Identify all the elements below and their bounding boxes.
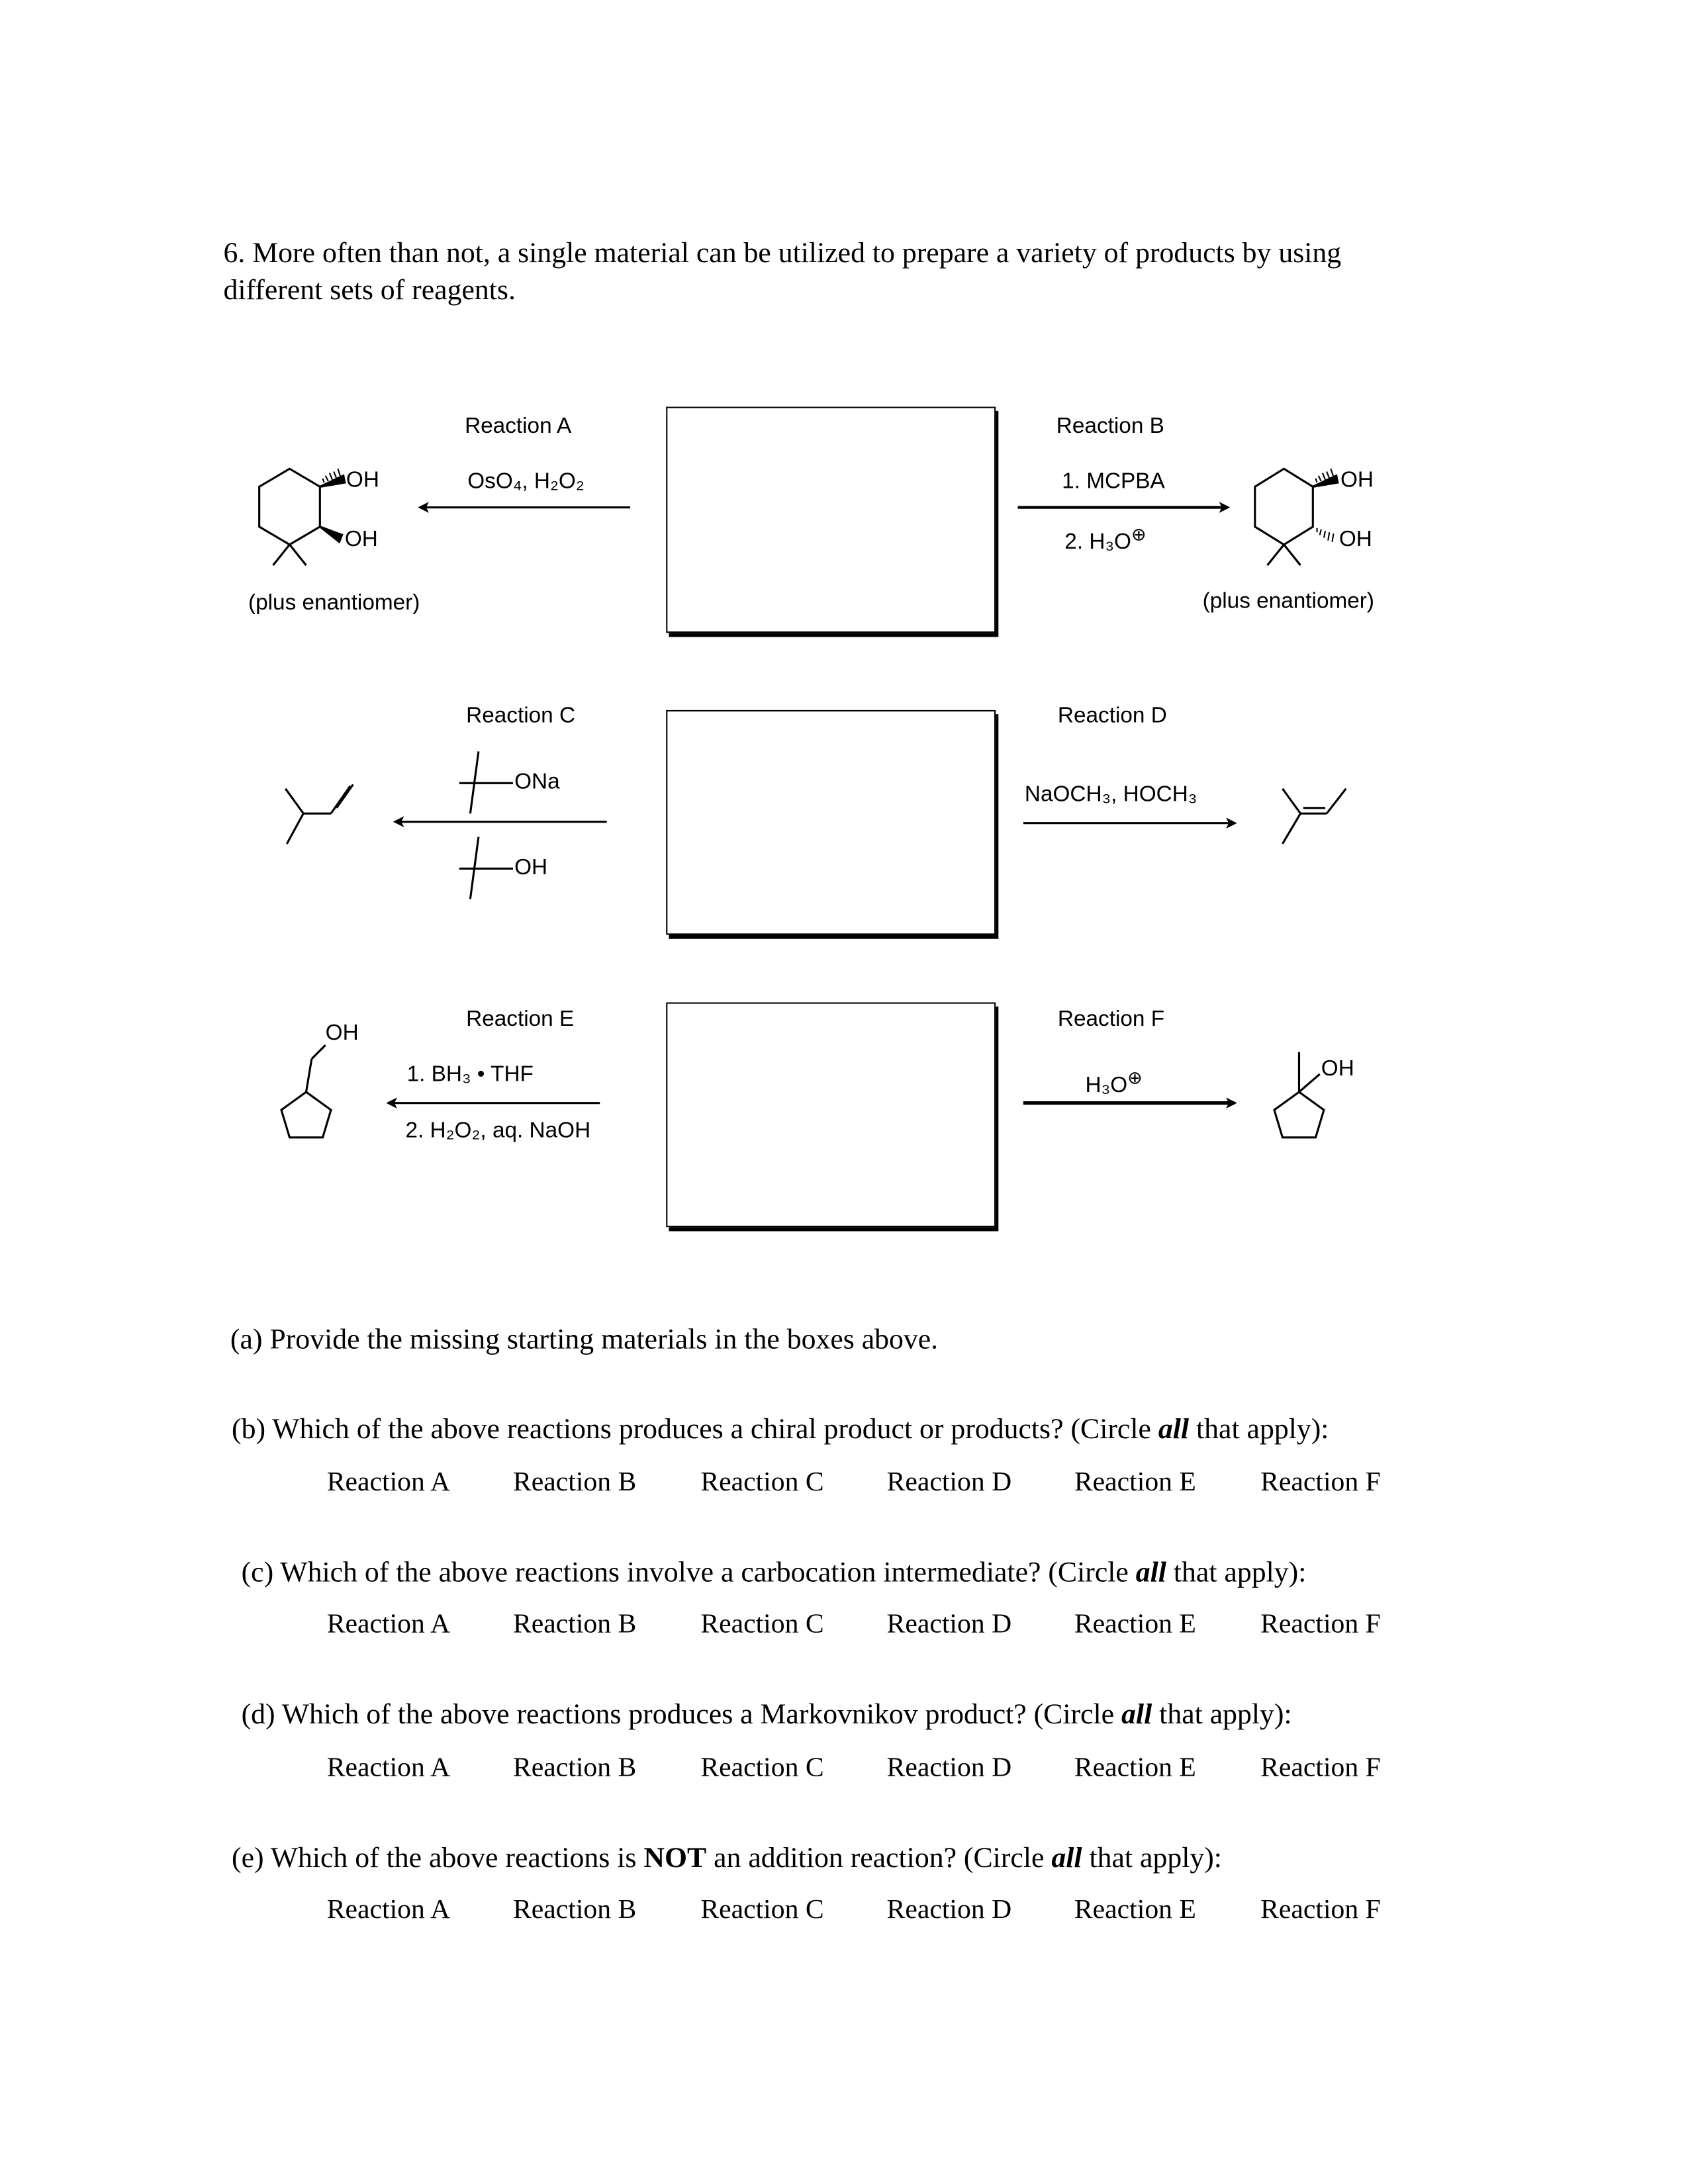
option-part-e-reaction-f[interactable]: Reaction F <box>1260 1894 1381 1925</box>
reaction-c-label: Reaction C <box>466 704 576 728</box>
reaction-e-reagent-1: 1. BH₃ • THF <box>406 1063 534 1087</box>
part-d-em: all <box>1121 1697 1152 1731</box>
option-part-e-reaction-a[interactable]: Reaction A <box>326 1894 451 1925</box>
option-part-b-reaction-b[interactable]: Reaction B <box>512 1467 637 1498</box>
part-e-mid: an addition reaction? (Circle <box>706 1841 1052 1874</box>
part-b-post: that apply): <box>1189 1412 1329 1445</box>
question-line-1: More often than not, a single material can be utilized to prepare a variety of products by using <box>252 236 1342 269</box>
option-part-d-reaction-a[interactable]: Reaction A <box>326 1752 451 1783</box>
reaction-d-reagent: NaOCH₃, HOCH₃ <box>1024 783 1197 807</box>
option-part-b-reaction-f[interactable]: Reaction F <box>1260 1467 1381 1498</box>
part-c-em: all <box>1135 1555 1166 1588</box>
part-b-pre: (b) Which of the above reactions produces a chiral product or products? (Circle <box>231 1412 1158 1445</box>
option-part-d-reaction-d[interactable]: Reaction D <box>886 1752 1012 1783</box>
reaction-c-reagent-1: ONa <box>514 770 560 794</box>
option-part-c-reaction-a[interactable]: Reaction A <box>326 1609 451 1640</box>
part-a-text: (a) Provide the missing starting materials in the boxes above. <box>230 1322 939 1355</box>
reaction-e-label: Reaction E <box>466 1007 575 1032</box>
option-part-b-reaction-d[interactable]: Reaction D <box>886 1467 1012 1498</box>
option-part-b-reaction-c[interactable]: Reaction C <box>700 1467 824 1498</box>
plus-enantiomer-a: (plus enantiomer) <box>248 591 420 615</box>
positive-charge-icon: ⊕ <box>1127 1067 1143 1088</box>
diol-a-oh-bottom: OH <box>344 527 378 552</box>
part-d-pre: (d) Which of the above reactions produces a Markovnikov product? (Circle <box>241 1697 1122 1731</box>
part-b-em: all <box>1158 1412 1190 1445</box>
option-part-c-reaction-d[interactable]: Reaction D <box>886 1609 1012 1640</box>
alcohol-e-oh: OH <box>325 1021 359 1046</box>
diol-b-oh-top: OH <box>1340 469 1374 492</box>
diol-a-oh-top: OH <box>346 469 379 492</box>
question-number: 6. <box>223 236 246 269</box>
diol-trans-structure <box>1255 469 1338 565</box>
reaction-b-reagent-2 <box>1064 521 1146 557</box>
option-part-d-reaction-f[interactable]: Reaction F <box>1260 1752 1381 1783</box>
diol-cis-structure <box>259 469 345 565</box>
option-part-d-reaction-b[interactable]: Reaction B <box>512 1752 637 1783</box>
positive-charge-icon: ⊕ <box>1131 523 1147 545</box>
part-d-post: that apply): <box>1152 1697 1292 1731</box>
hydronium-text: 2. H₃O <box>1064 531 1131 555</box>
reaction-a-label: Reaction A <box>465 415 572 439</box>
part-c-text <box>242 1554 1307 1590</box>
methylcyclopentanol-structure <box>1274 1052 1324 1138</box>
option-part-d-reaction-e[interactable]: Reaction E <box>1074 1752 1196 1783</box>
part-e-pre: (e) Which of the above reactions is <box>231 1841 644 1874</box>
reaction-a-reagent: OsO₄, H₂O₂ <box>467 470 585 494</box>
diol-b-oh-bottom: OH <box>1338 527 1372 552</box>
reaction-b-reagent-1: 1. MCPBA <box>1062 470 1165 494</box>
option-part-e-reaction-e[interactable]: Reaction E <box>1074 1894 1196 1925</box>
option-part-e-reaction-c[interactable]: Reaction C <box>700 1894 824 1925</box>
option-part-e-reaction-d[interactable]: Reaction D <box>886 1894 1012 1925</box>
part-b-text <box>232 1410 1329 1446</box>
reaction-f-reagent <box>1086 1064 1143 1100</box>
part-c-post: that apply): <box>1166 1555 1307 1588</box>
plus-enantiomer-b: (plus enantiomer) <box>1202 590 1375 614</box>
cyclopentylmethanol-structure <box>281 1045 331 1138</box>
reaction-c-reagent-2: OH <box>514 856 548 880</box>
option-part-e-reaction-b[interactable]: Reaction B <box>512 1894 637 1925</box>
part-e-not: NOT <box>643 1841 707 1874</box>
option-part-d-reaction-c[interactable]: Reaction C <box>700 1752 824 1783</box>
part-c-pre: (c) Which of the above reactions involve a carbocation intermediate? (Circle <box>241 1555 1136 1588</box>
part-e-em: all <box>1051 1841 1082 1874</box>
option-part-b-reaction-e[interactable]: Reaction E <box>1074 1467 1196 1498</box>
reaction-b-label: Reaction B <box>1056 415 1164 439</box>
tert-butoxide-structure <box>459 751 513 813</box>
option-part-b-reaction-a[interactable]: Reaction A <box>326 1467 451 1498</box>
reaction-e-reagent-2: 2. H₂O₂, aq. NaOH <box>405 1119 591 1144</box>
part-e-post: that apply): <box>1082 1841 1222 1874</box>
alkene-zaitsev-structure <box>1282 789 1346 844</box>
reaction-d-label: Reaction D <box>1057 704 1167 728</box>
part-d-text <box>242 1696 1292 1731</box>
option-part-c-reaction-b[interactable]: Reaction B <box>512 1609 637 1640</box>
tert-butanol-structure <box>459 837 513 899</box>
question-line-2: different sets of reagents. <box>223 273 516 306</box>
hydronium-text: H₃O <box>1085 1073 1128 1098</box>
option-part-c-reaction-e[interactable]: Reaction E <box>1074 1609 1196 1640</box>
alkene-hofmann-structure <box>285 784 353 844</box>
option-part-c-reaction-c[interactable]: Reaction C <box>700 1609 824 1640</box>
option-part-c-reaction-f[interactable]: Reaction F <box>1260 1609 1381 1640</box>
reaction-f-label: Reaction F <box>1057 1007 1165 1032</box>
part-e-text <box>232 1839 1222 1875</box>
alcohol-f-oh: OH <box>1321 1057 1354 1081</box>
